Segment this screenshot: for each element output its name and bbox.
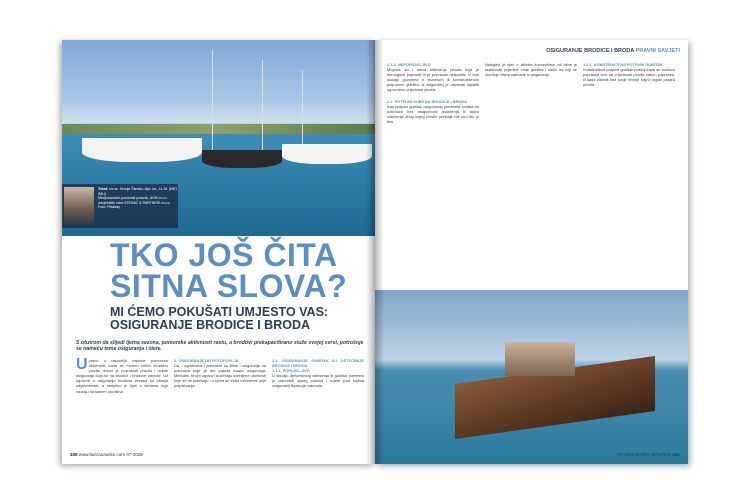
author-firm: odvjetnički ured STEINIĆ & PARTNERI d.o.o. xyxy=(98,200,171,205)
mast xyxy=(262,60,263,150)
column-2-heading: 1. OSIGURANJE DO POTOPOVLJA xyxy=(174,358,239,363)
mast xyxy=(212,50,213,150)
right-column-2 xyxy=(485,62,577,77)
footer-issue: 07-2025 xyxy=(617,452,635,457)
shipwreck-photo xyxy=(375,290,688,464)
dropcap: U xyxy=(76,356,88,373)
left-page xyxy=(62,40,375,464)
column-3-subheading: 1.1.1. POPLAVLJIVO xyxy=(272,368,310,374)
page-number: 100 xyxy=(70,452,78,457)
byline-label: Tekst: xyxy=(98,187,109,191)
right-column-3-text: Konstruktivni potpuni gubitak postoji kada su troškovi popravka veći od vrijednosti plovila nakon popravka, ili kada vlasnik bez svoje krivnje trajno izgubi posjed plovila. xyxy=(583,67,675,88)
footer-issue: 07-2025 xyxy=(126,452,143,457)
author-role: Medjunarodni pomorski pravnik, AON d.o.o. xyxy=(98,196,168,201)
column-1 xyxy=(76,358,168,394)
mast xyxy=(302,70,303,150)
subhead: MI ĆEMO POKUŠATI UMJESTO VAS: OSIGURANJE BRODICE I BRODA xyxy=(110,305,329,332)
right-page xyxy=(375,40,688,464)
byline-box xyxy=(62,184,178,228)
author-photo xyxy=(64,187,94,225)
page-number: 101 xyxy=(672,452,680,457)
headline: TKO JOŠ ČITA SITNA SLOVA? xyxy=(110,237,348,304)
boat xyxy=(82,138,202,162)
harbor-photo xyxy=(62,40,375,236)
right-column-2-text: Naizgled je riječ o sličnim konceptima, ali bitno je razlikovati pojedine vrste gubitka i način na koji se utvrđuje visina naknade iz osiguranja. xyxy=(485,62,577,78)
running-section: PRAVNI SAVJETI xyxy=(635,48,680,54)
column-3 xyxy=(272,358,364,389)
running-title: OSIGURANJE BRODICE I BRODA xyxy=(546,48,635,54)
shoreline xyxy=(62,124,375,134)
column-1-text: pravo u razdoblju najveće pomorske aktivnosti, kada se morem kreće mnoštvo plovila, dobro je poznavati pravila i uvjete osiguranja koja se na brodice i brodove odnose. Uz ugovore o osiguranju brodova vezana su pitanja odgovornosti, a nerijetko je riječ o štetama koje nastaju na samim plovilima. xyxy=(76,358,168,394)
deck: S obzirom da slijedi ljetna sezona, pomorske aktivnosti rastu, a brodovi prekapacitirano služe svojoj svrsi, potrošnje se nameću teme osiguranja i štete. xyxy=(76,340,364,353)
boat xyxy=(202,150,282,168)
boat xyxy=(282,144,372,164)
footer-right xyxy=(618,452,680,457)
running-head xyxy=(546,48,680,54)
right-column-1-heading-2: 1.2. POTPUNI GUBITAK BRODICE I BRODA xyxy=(387,98,467,104)
column-2 xyxy=(174,358,266,389)
column-3-text: U slučaju djelomičnog oštećenja ili gubitka potrebno je razmotriti opseg pokrića i uvjete pod kojima osiguratelj isplaćuje naknadu. xyxy=(272,373,364,389)
column-3-heading: 1.1. OSIGURANJE GUBITAK ILI OŠTEĆENJE BRODICE I BRODA xyxy=(272,358,364,369)
column-2-text: Da, i ugrabistva i potonuće su štete i osiguranje od potonuća koje je dio paketa kasko osiguranja. Međutim, brojni ugovori izuzimaju određene okolnosti koje se ne pokrivaju i o njima se treba informirati prije potpisivanja. xyxy=(174,363,266,389)
right-column-1-text-2: Kao potpuni gubitak osiguranog predmeta smatra se potonuće bez mogućnosti izvlačenja ili takvo oštećenje zbog kojeg plovilo prestaje biti ono što je bilo. xyxy=(387,103,479,124)
right-column-1 xyxy=(387,62,479,124)
footer-site: www.burzanautike.com xyxy=(78,452,126,457)
footer-mag: BURZA NAUTIKE xyxy=(635,452,672,457)
right-column-1-heading: 1.1.2. NEPOPRAVLJIVO xyxy=(387,62,431,67)
byline-text xyxy=(98,187,178,210)
right-column-3 xyxy=(583,62,675,87)
author: mr.sc. Hrvoje Škrobo, dipl. iur., LL.M. (IMO IMLI) xyxy=(98,187,178,196)
wreck-deckhouse xyxy=(505,342,575,376)
right-column-1-text: Moguće su i takva oštećenja plovila koja je nemoguće popraviti ili je popravak neisplativ. U tom slučaju govorimo o stvarnom ili konstruktivnom potpunom gubitku, a osiguratelj je obvezan isplatiti ugovorenu vrijednost plovila. xyxy=(387,67,479,93)
right-column-3-heading: 1.2.1. KONSTRUKTIVNI POTPUNI GUBITAK xyxy=(583,62,663,67)
footer-left xyxy=(70,452,143,457)
photo-credit: Foto: Pixabay xyxy=(98,205,120,210)
